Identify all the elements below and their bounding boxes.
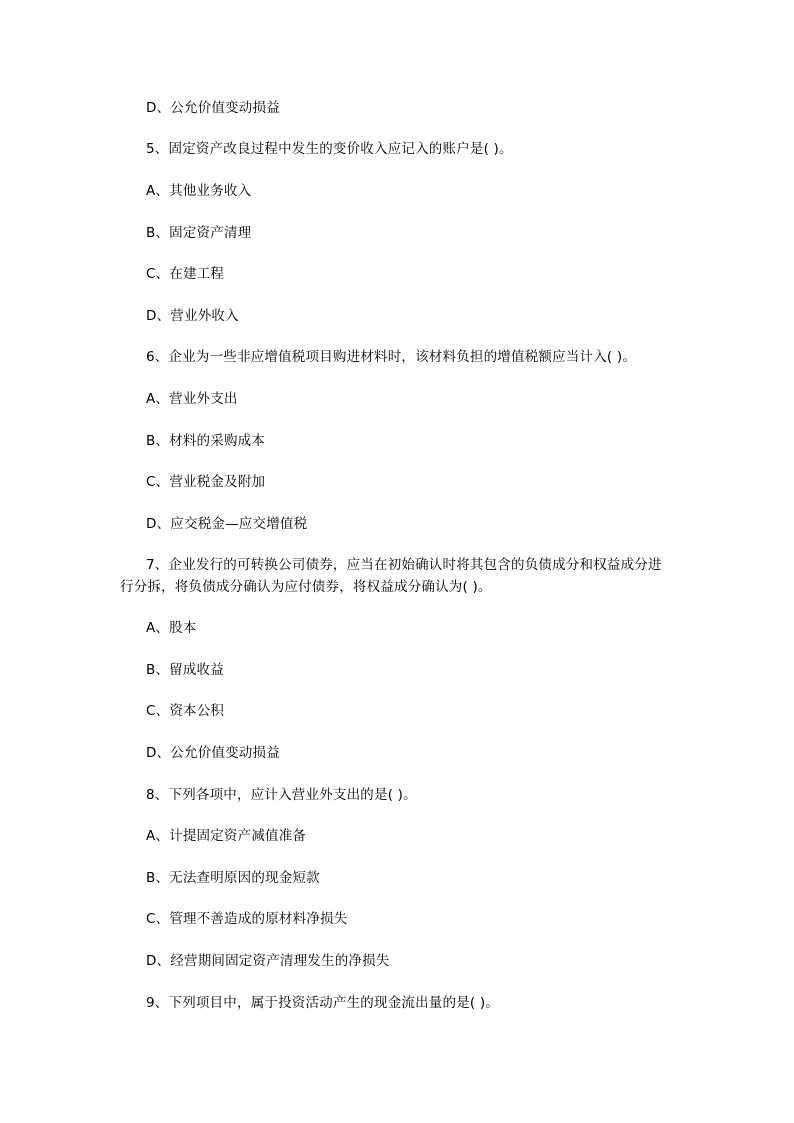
option-a-q6: A、营业外支出 xyxy=(146,391,238,407)
option-b-q5: B、固定资产清理 xyxy=(146,225,252,241)
option-c-q7: C、资本公积 xyxy=(146,703,225,719)
question-8: 8、下列各项中，应计入营业外支出的是( )。 xyxy=(146,787,417,803)
option-c-q5: C、在建工程 xyxy=(146,266,225,282)
option-d-q5: D、营业外收入 xyxy=(146,308,239,324)
option-d-q7: D、公允价值变动损益 xyxy=(146,745,280,761)
option-c-q8: C、管理不善造成的原材料净损失 xyxy=(146,911,348,927)
question-7-line-2: 行分拆，将负债成分确认为应付债券，将权益成分确认为( )。 xyxy=(120,579,492,595)
option-d-q4: D、公允价值变动损益 xyxy=(146,100,280,116)
option-a-q5: A、其他业务收入 xyxy=(146,183,252,199)
option-a-q8: A、计提固定资产减值准备 xyxy=(146,828,307,844)
option-d-q6: D、应交税金—应交增值税 xyxy=(146,516,308,532)
option-b-q8: B、无法查明原因的现金短款 xyxy=(146,870,320,886)
question-6: 6、企业为一些非应增值税项目购进材料时，该材料负担的增值税额应当计入( )。 xyxy=(146,349,637,365)
question-9: 9、下列项目中，属于投资活动产生的现金流出量的是( )。 xyxy=(146,995,500,1011)
option-b-q7: B、留成收益 xyxy=(146,662,224,678)
option-c-q6: C、营业税金及附加 xyxy=(146,474,266,490)
option-b-q6: B、材料的采购成本 xyxy=(146,433,266,449)
question-5: 5、固定资产改良过程中发生的变价收入应记入的账户是( )。 xyxy=(146,141,513,157)
question-7-line-1: 7、企业发行的可转换公司债券，应当在初始确认时将其包含的负债成分和权益成分进 xyxy=(146,557,662,573)
option-a-q7: A、股本 xyxy=(146,620,197,636)
option-d-q8: D、经营期间固定资产清理发生的净损失 xyxy=(146,953,390,969)
